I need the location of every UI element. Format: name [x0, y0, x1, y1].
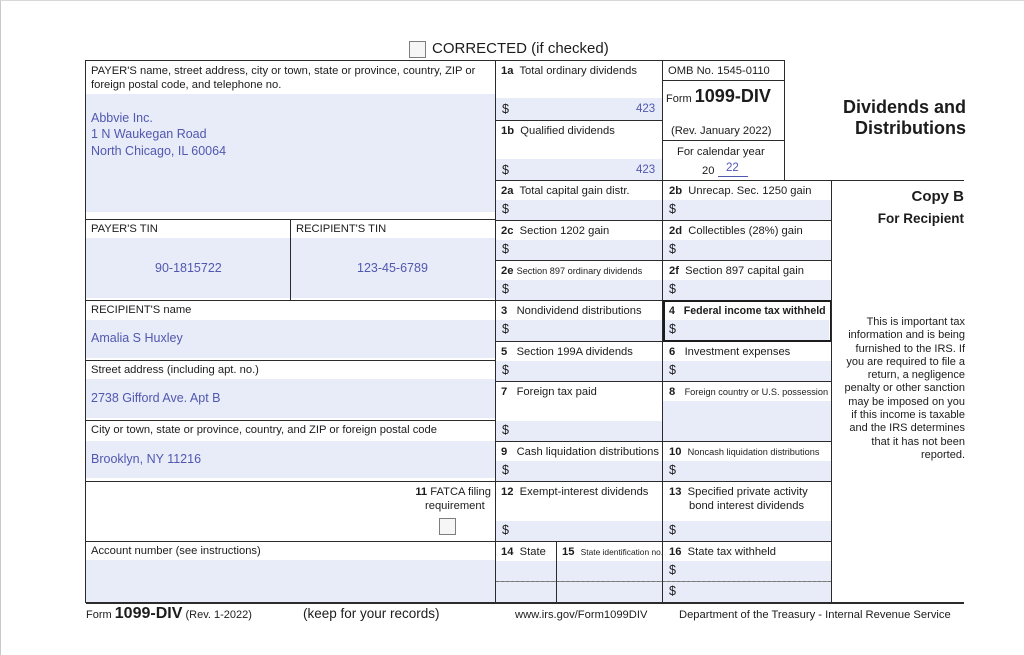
box-12-fill: [496, 521, 662, 541]
form-word: Form: [666, 93, 692, 105]
box-2a-text: Total capital gain distr.: [519, 185, 630, 197]
box-1b-number: 1b: [501, 125, 515, 137]
recipient-street-label: Street address (including apt. no.): [91, 364, 259, 376]
rule-9-top: [496, 441, 831, 442]
box-2c-fill: [496, 240, 662, 260]
box-10-text: Noncash liquidation distributions: [687, 447, 820, 457]
box-2d-text: Collectibles (28%) gain: [688, 225, 803, 237]
rule-top-left: [86, 60, 784, 61]
rule-name-bottom: [86, 360, 495, 361]
payer-tin-label: PAYER'S TIN: [91, 223, 158, 235]
box-2f-fill: [663, 280, 831, 300]
box-13-label: [669, 485, 808, 499]
box-13-number: 13: [669, 486, 682, 498]
corrected-label: CORRECTED (if checked): [432, 40, 609, 57]
footer-form-id: [86, 604, 252, 625]
calendar-year-label: For calendar year: [677, 146, 765, 158]
box-8-fill: [663, 401, 831, 441]
rule-7-top: [496, 381, 831, 382]
copy-for: For Recipient: [877, 211, 964, 226]
box-1a-text: Total ordinary dividends: [519, 65, 638, 77]
box-1b-label: [501, 124, 615, 138]
rule-5-top: [496, 341, 662, 342]
rule-rev-bottom: [663, 140, 784, 141]
recipient-tin: 123-45-6789: [357, 261, 428, 275]
box-7-number: 7: [501, 386, 508, 398]
footer-url: www.irs.gov/Form1099DIV: [515, 609, 648, 621]
rule-3-top: [496, 300, 662, 301]
rule-tin-divider: [290, 219, 291, 300]
box-2c-number: 2c: [501, 225, 514, 237]
box-2c-label: [501, 224, 609, 238]
box-12-label: [501, 485, 648, 499]
box-1a-dollar: $: [502, 102, 509, 116]
rule-14-top: [496, 541, 831, 542]
box-3-number: 3: [501, 305, 508, 317]
box-2b-fill: [663, 200, 831, 220]
rule-state-dashed: [496, 581, 831, 582]
payer-street: 1 N Waukegan Road: [91, 127, 207, 141]
form-id: [666, 86, 771, 106]
box-16-number: 16: [669, 546, 682, 558]
box-2a-number: 2a: [501, 185, 514, 197]
box-14-number: 14: [501, 546, 514, 558]
box-5-fill: [496, 361, 662, 381]
footer-form-name: 1099-DIV: [114, 605, 183, 622]
rule-1a-bottom: [496, 120, 662, 121]
box-2d-fill: [663, 240, 831, 260]
box-2e-text: Section 897 ordinary dividends: [516, 266, 643, 276]
year-prefix: 20: [702, 165, 715, 177]
box-3-text: Nondividend distributions: [516, 305, 642, 317]
box-4-dollar: $: [669, 322, 676, 336]
box-13-text-line1: Specified private activity: [687, 486, 808, 498]
rule-state-divider: [556, 541, 557, 602]
box-13-text-line2: bond interest dividends: [689, 500, 805, 512]
box-8-label: [669, 385, 828, 399]
copy-label: Copy B: [911, 188, 964, 205]
box-15-label: [562, 545, 663, 559]
box-1b-value: 423: [636, 164, 656, 176]
box-7-label: [501, 385, 597, 399]
rule-mid-right: [662, 60, 663, 603]
rule-2e-top: [496, 260, 831, 261]
box-5-label: [501, 345, 633, 359]
page-left-border: [0, 0, 1, 655]
box-3-label: [501, 304, 642, 318]
year-underline: [718, 176, 748, 177]
rule-omb-bottom: [663, 80, 784, 81]
box-2a-label: [501, 184, 630, 198]
box-6-number: 6: [669, 346, 676, 358]
box-7-dollar: $: [502, 423, 509, 437]
box-3-dollar: $: [502, 322, 509, 336]
box-5-number: 5: [501, 346, 508, 358]
box-16-dollar-1: $: [669, 563, 676, 577]
box-16-text: State tax withheld: [687, 546, 776, 558]
box-12-dollar: $: [502, 523, 509, 537]
rule-mid-left: [495, 60, 496, 603]
form-name: 1099-DIV: [694, 86, 771, 106]
page-top-border: [0, 0, 1024, 1]
box-2d-number: 2d: [669, 225, 683, 237]
box-11-number: 11: [415, 486, 428, 498]
box-2c-text: Section 1202 gain: [519, 225, 610, 237]
rule-2a-top: [496, 180, 964, 181]
box-13-dollar: $: [669, 523, 676, 537]
box-12-text: Exempt-interest dividends: [519, 486, 649, 498]
box-2f-label: [669, 264, 804, 278]
box-9-dollar: $: [502, 463, 509, 477]
box-11-label-line2: requirement: [425, 500, 485, 512]
box-2d-label: [669, 224, 803, 238]
box-9-label: [501, 445, 659, 459]
box-14-text: State: [519, 546, 546, 558]
account-label: Account number (see instructions): [91, 545, 261, 557]
box-10-dollar: $: [669, 463, 676, 477]
box-6-text: Investment expenses: [684, 346, 791, 358]
year-value: 22: [726, 162, 739, 174]
rule-omb-right: [784, 60, 785, 180]
rule-tin-bottom: [86, 300, 495, 301]
box-2b-text: Unrecap. Sec. 1250 gain: [688, 185, 812, 197]
box-2d-dollar: $: [669, 242, 676, 256]
box-6-label: [669, 345, 790, 359]
box-1a-number: 1a: [501, 65, 514, 77]
footer-keep: (keep for your records): [303, 606, 440, 621]
box-13-fill: [663, 521, 831, 541]
box-4-number: 4: [669, 305, 675, 317]
box-1a-label: [501, 64, 637, 78]
box-9-fill: [496, 461, 662, 481]
box-1a-value: 423: [636, 103, 656, 115]
box-15-text: State identification no.: [580, 547, 664, 557]
box-16-label: [669, 545, 776, 559]
rule-account-top: [86, 541, 495, 542]
rule-street-bottom: [86, 420, 495, 421]
rule-right-col: [831, 180, 832, 603]
account-number-fill: [86, 560, 495, 602]
footer-form-word: Form: [86, 609, 112, 621]
rule-left-edge: [85, 60, 86, 603]
box-1b-text: Qualified dividends: [520, 125, 615, 137]
box-2a-fill: [496, 200, 662, 220]
box-2a-dollar: $: [502, 202, 509, 216]
recipient-city: Brooklyn, NY 11216: [91, 452, 202, 466]
corrected-checkbox[interactable]: [409, 41, 426, 58]
recipient-name: Amalia S Huxley: [91, 331, 183, 345]
notice-text: This is important tax information and is being furnished to the IRS. If you are required to file a return, a negligence penalty or other sanction may be imposed on you if this income is taxable and the IRS determines that it has not been reported.: [844, 316, 965, 461]
recipient-city-label: City or town, state or province, country, and ZIP or foreign postal code: [91, 424, 437, 436]
form-title: Dividends and Distributions: [842, 97, 966, 138]
box-2f-text: Section 897 capital gain: [685, 265, 804, 277]
box-16-dollar-2: $: [669, 584, 676, 598]
rule-city-bottom: [86, 481, 495, 482]
box-6-dollar: $: [669, 363, 676, 377]
box-2e-number: 2e: [501, 265, 514, 277]
box-12-number: 12: [501, 486, 514, 498]
box-2f-dollar: $: [669, 282, 676, 296]
recipient-tin-label: RECIPIENT'S TIN: [296, 223, 387, 235]
box-9-number: 9: [501, 446, 508, 458]
box-10-fill: [663, 461, 831, 481]
box-14-label: [501, 545, 546, 559]
box-1b-dollar: $: [502, 163, 509, 177]
footer-dept: Department of the Treasury - Internal Revenue Service: [679, 609, 951, 621]
recipient-name-label: RECIPIENT'S name: [91, 304, 192, 316]
payer-name: Abbvie Inc.: [91, 111, 153, 125]
box-3-fill: [496, 320, 662, 341]
box-11-label: [405, 485, 491, 499]
box-8-number: 8: [669, 386, 676, 398]
box-6-fill: [663, 361, 831, 381]
box-7-text: Foreign tax paid: [516, 386, 597, 398]
payer-label: PAYER'S name, street address, city or town, state or province, country, ZIP or foreign postal code, and telephone no.: [91, 65, 476, 91]
box-2b-number: 2b: [669, 185, 683, 197]
box-2f-number: 2f: [669, 265, 679, 277]
box-10-number: 10: [669, 446, 682, 458]
rev-date: (Rev. January 2022): [671, 125, 772, 137]
rule-2c-top: [496, 220, 831, 221]
payer-city: North Chicago, IL 60064: [91, 144, 227, 158]
box-7-fill: [496, 421, 662, 441]
footer-rev: (Rev. 1-2022): [185, 609, 252, 621]
box-4-text: Federal income tax withheld: [683, 305, 826, 317]
box-15-number: 15: [562, 546, 575, 558]
box-5-dollar: $: [502, 363, 509, 377]
omb-number: OMB No. 1545-0110: [668, 65, 770, 77]
box-9-text: Cash liquidation distributions: [516, 446, 659, 458]
fatca-checkbox[interactable]: [439, 518, 456, 535]
box-8-text: Foreign country or U.S. possession: [684, 387, 829, 397]
box-4-label: [669, 304, 826, 318]
recipient-street: 2738 Gifford Ave. Apt B: [91, 391, 221, 405]
box-2b-dollar: $: [669, 202, 676, 216]
payer-tin: 90-1815722: [155, 261, 222, 275]
box-5-text: Section 199A dividends: [516, 346, 633, 358]
box-11-label-line1: FATCA filing: [430, 486, 491, 498]
rule-12-top: [496, 481, 831, 482]
box-2e-dollar: $: [502, 282, 509, 296]
box-10-label: [669, 445, 819, 459]
box-2e-fill: [496, 280, 662, 300]
box-2b-label: [669, 184, 811, 198]
box-2c-dollar: $: [502, 242, 509, 256]
box-2e-label: [501, 264, 642, 278]
